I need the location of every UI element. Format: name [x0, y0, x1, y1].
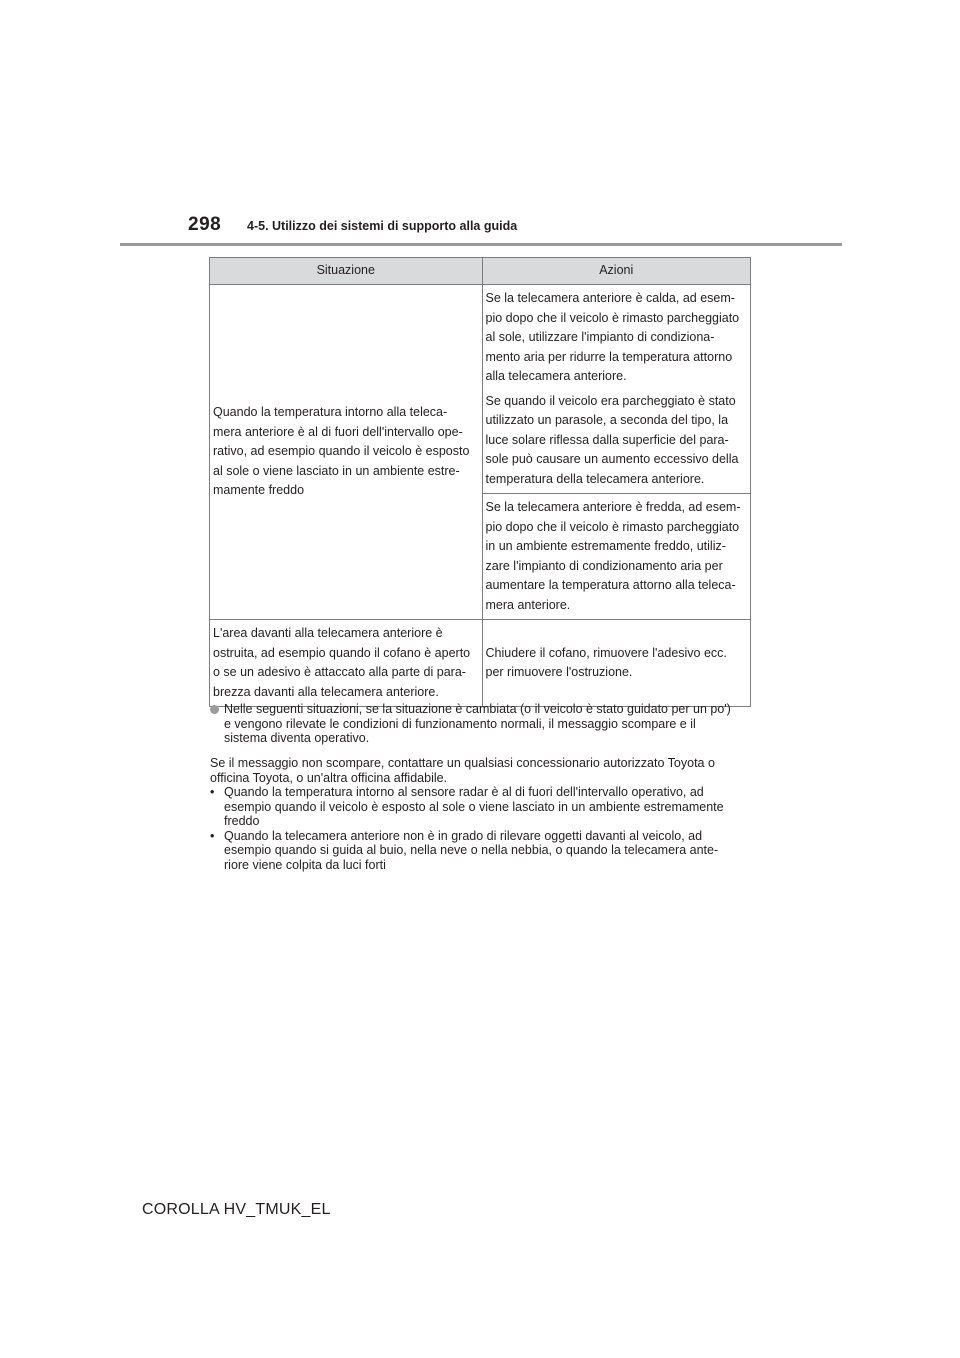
cell-line: brezza davanti alla telecamera anteriore. — [213, 684, 439, 699]
note-line: e vengono rilevate le condizioni di funzionamento normali, il messaggio scompare e il — [224, 716, 696, 731]
bullet-mark: • — [210, 785, 215, 799]
cell-line: Se quando il veicolo era parcheggiato è stato — [485, 393, 736, 408]
situation-action-table — [209, 257, 751, 707]
cell-line: alla telecamera anteriore. — [485, 369, 627, 383]
table-header-row — [210, 258, 751, 285]
list-line: esempio quando il veicolo è esposto al sole o viene lasciato in un ambiente estremamente — [224, 799, 724, 814]
cell-line: al sole o viene lasciato in un ambiente estre- — [213, 463, 460, 478]
situation-cell-temperature — [210, 285, 483, 620]
cell-line: zare l'impianto di condizionamento aria per — [485, 558, 723, 573]
list-line: esempio quando si guida al buio, nella neve o nella nebbia, o quando la telecamera ante- — [224, 843, 719, 857]
cell-line: ostruita, ad esempio quando il cofano è aperto — [213, 645, 471, 660]
page-number: 298 — [188, 214, 222, 235]
list-item — [210, 702, 755, 746]
note-line: Nelle seguenti situazioni, se la situazione è cambiata (o il veicolo è stato guidato per un po') — [224, 702, 731, 716]
cell-line: rativo, ad esempio quando il veicolo è esposto — [213, 444, 470, 459]
situation-cell-obstruction — [210, 620, 483, 707]
cell-line: Chiudere il cofano, rimuovere l'adesivo ecc. — [485, 645, 727, 660]
footer-model-code: COROLLA HV_TMUK_EL — [142, 1201, 331, 1218]
list-line: freddo — [224, 814, 260, 828]
action-cell-cold-camera — [482, 494, 751, 620]
column-header-actions: Azioni — [482, 258, 751, 285]
cell-line: per rimuovere l'ostruzione. — [485, 665, 633, 679]
cell-line: in un ambiente estremamente freddo, utiliz- — [485, 539, 726, 553]
list-line: Quando la temperatura intorno al sensore radar è al di fuori dell'intervallo operativo, ad — [224, 785, 704, 799]
cell-line: L'area davanti alla telecamera anteriore è — [213, 626, 443, 640]
list-item — [210, 785, 755, 829]
table-row — [210, 285, 751, 494]
note-line: sistema diventa operativo. — [224, 731, 370, 745]
bullet-mark: • — [210, 828, 215, 843]
header-divider — [120, 243, 842, 246]
body-section — [210, 756, 755, 872]
cell-line: al sole, utilizzare l'impianto di condiziona- — [485, 330, 715, 344]
cell-line: temperatura della telecamera anteriore. — [485, 471, 705, 486]
list-line: Quando la telecamera anteriore non è in grado di rilevare oggetti davanti al veicolo, ad — [224, 828, 703, 843]
note-section — [210, 702, 755, 746]
column-header-situation: Situazione — [210, 258, 483, 285]
cell-line: Se la telecamera anteriore è calda, ad esem- — [485, 291, 735, 305]
action-cell-obstruction — [482, 620, 751, 707]
intro-line: officina Toyota, o un'altra officina affidabile. — [210, 770, 448, 785]
action-paragraph — [486, 392, 748, 490]
cell-line: Se la telecamera anteriore è fredda, ad esem- — [485, 500, 741, 514]
intro-line: Se il messaggio non scompare, contattare un qualsiasi concessionario autorizzato Toyota o — [210, 756, 715, 770]
table-row — [210, 620, 751, 707]
section-title: 4-5. Utilizzo dei sistemi di supporto alla guida — [247, 219, 518, 233]
cell-line: aumentare la temperatura attorno alla teleca- — [485, 578, 736, 592]
cell-line: pio dopo che il veicolo è rimasto parcheggiato — [485, 519, 740, 534]
cell-line: mento aria per ridurre la temperatura attorno — [485, 349, 733, 364]
cell-line: pio dopo che il veicolo è rimasto parcheggiato — [485, 310, 740, 325]
cell-line: mera anteriore è al di fuori dell'intervallo ope- — [213, 424, 463, 439]
cell-line: mamente freddo — [213, 483, 305, 498]
cell-line: luce solare riflessa dalla superficie del para- — [485, 432, 729, 447]
cell-line: utilizzato un parasole, a seconda del tipo, la — [485, 413, 729, 427]
action-paragraph — [486, 289, 748, 387]
cell-line: Quando la temperatura intorno alla teleca- — [213, 405, 448, 420]
cell-line: o se un adesivo è attaccato alla parte di para- — [213, 665, 466, 679]
cell-line: sole può causare un aumento eccessivo della — [485, 452, 739, 466]
list-item — [210, 829, 755, 873]
circle-bullet-icon — [210, 705, 219, 714]
list-line: riore viene colpita da luci forti — [224, 857, 386, 872]
action-cell-hot-camera — [482, 285, 751, 494]
cell-line: mera anteriore. — [485, 597, 571, 612]
